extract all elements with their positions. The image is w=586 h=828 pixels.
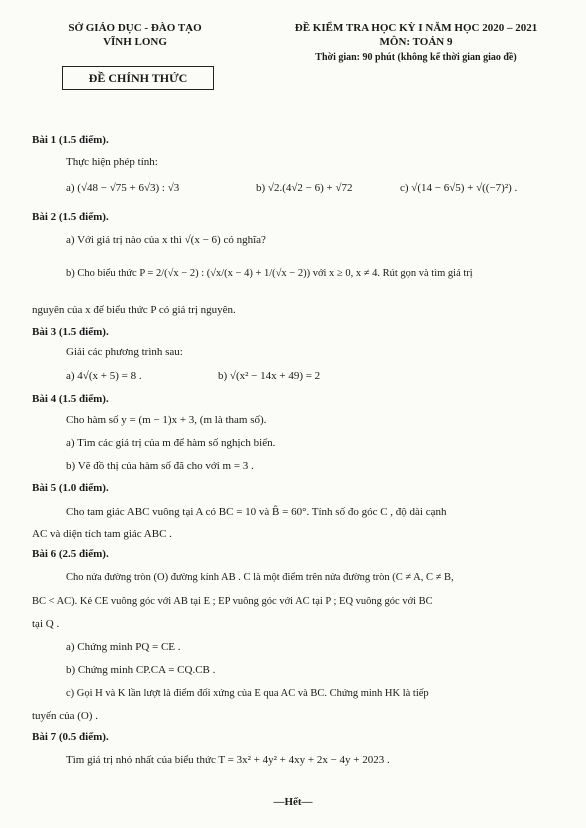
question-2-part-b: b) Cho biểu thức P = 2/(√x − 2) : (√x/(x − 4) + 1/(√x − 2)) với x ≥ 0, x ≠ 4. Rút gọn và tìm giá trị (66, 268, 473, 279)
question-3-part-b: b) √(x² − 14x + 49) = 2 (218, 370, 321, 382)
question-7-title: Bài 7 (0.5 điểm). (32, 731, 109, 743)
question-6-part-c-continued: tuyến của (O) . (32, 710, 98, 722)
question-6-part-c: c) Gọi H và K lần lượt là điểm đối xứng của E qua AC và BC. Chứng minh HK là tiếp (66, 688, 429, 699)
end-marker: —Hết— (273, 796, 313, 808)
question-1-part-a: a) (√48 − √75 + 6√3) : √3 (66, 182, 180, 194)
question-4-part-b: b) Vẽ đồ thị của hàm số đã cho với m = 3 . (66, 460, 254, 472)
question-2-part-b-continued: nguyên của x để biểu thức P có giá trị nguyên. (32, 304, 236, 316)
question-7-text: Tìm giá trị nhỏ nhất của biểu thức T = 3x² + 4y² + 4xy + 2x − 4y + 2023 . (66, 754, 390, 766)
question-4-intro: Cho hàm số y = (m − 1)x + 3, (m là tham số). (66, 414, 267, 426)
question-1-part-b: b) √2.(4√2 − 6) + √72 (256, 182, 353, 194)
question-2-title: Bài 2 (1.5 điểm). (32, 211, 109, 223)
question-5-text-line-1: Cho tam giác ABC vuông tại A có BC = 10 và B̂ = 60°. Tính số đo góc C , độ dài cạnh (66, 506, 447, 518)
question-6-text-line-3: tại Q . (32, 618, 60, 630)
question-2-part-a: a) Với giá trị nào của x thì √(x − 6) có nghĩa? (66, 234, 266, 246)
question-1-title: Bài 1 (1.5 điểm). (32, 134, 109, 146)
question-4-title: Bài 4 (1.5 điểm). (32, 393, 109, 405)
exam-title: ĐỀ KIỂM TRA HỌC KỲ I NĂM HỌC 2020 – 2021 (294, 22, 538, 34)
question-6-text-line-1: Cho nửa đường tròn (O) đường kính AB . C là một điểm trên nửa đường tròn (C ≠ A, C ≠ B, (66, 572, 454, 583)
exam-time: Thời gian: 90 phút (không kể thời gian giao đề) (315, 52, 517, 63)
question-6-title: Bài 6 (2.5 điểm). (32, 548, 109, 560)
question-1-intro: Thực hiện phép tính: (66, 156, 158, 168)
question-6-text-line-2: BC < AC). Kẻ CE vuông góc với AB tại E ; EP vuông góc với AC tại P ; EQ vuông góc với BC (32, 596, 433, 607)
question-3-part-a: a) 4√(x + 5) = 8 . (66, 370, 142, 382)
department-name: SỞ GIÁO DỤC - ĐÀO TẠO (68, 22, 202, 34)
exam-subject: MÔN: TOÁN 9 (379, 36, 453, 48)
official-exam-label: ĐỀ CHÍNH THỨC (62, 66, 214, 90)
question-5-title: Bài 5 (1.0 điểm). (32, 482, 109, 494)
question-6-part-b: b) Chứng minh CP.CA = CQ.CB . (66, 664, 216, 676)
question-6-part-a: a) Chứng minh PQ = CE . (66, 641, 181, 653)
question-3-intro: Giải các phương trình sau: (66, 346, 183, 358)
question-1-part-c: c) √(14 − 6√5) + √((−7)²) . (400, 182, 518, 194)
province-name: VĨNH LONG (103, 36, 167, 48)
question-5-text-line-2: AC và diện tích tam giác ABC . (32, 528, 172, 540)
question-4-part-a: a) Tìm các giá trị của m để hàm số nghịch biến. (66, 437, 276, 449)
question-3-title: Bài 3 (1.5 điểm). (32, 326, 109, 338)
